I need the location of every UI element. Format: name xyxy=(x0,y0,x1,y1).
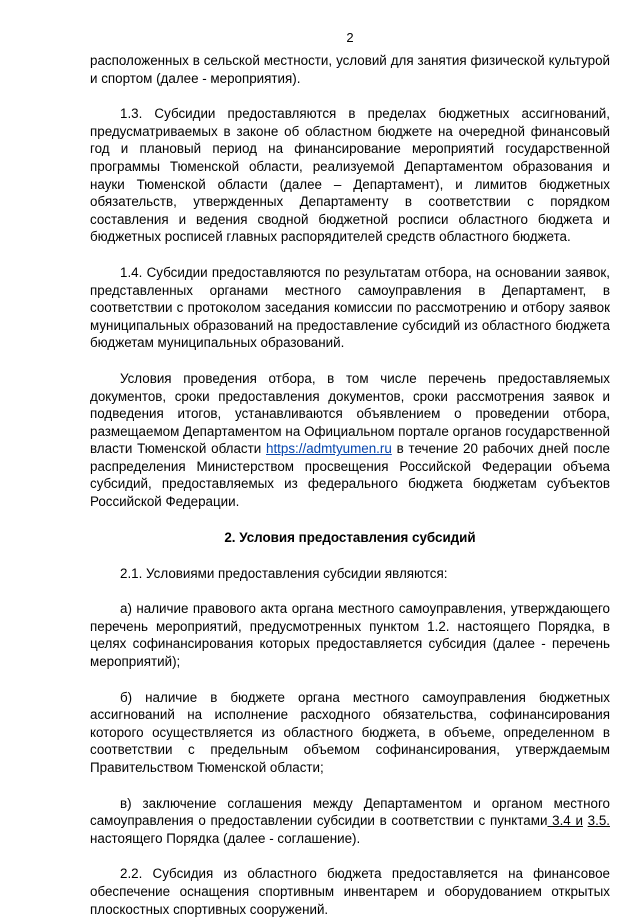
selection-conditions-text: Условия проведения отбора, в том числе перечень предоставляемых документов, сроки предоставления документов, сроки рассмотрения заявок и подведения итогов, устанавливаются объявлением о проведении отбора, размещаемом Департаментом на Официальном портале органов государственной власти Тюменской области xyxy=(90,370,610,457)
reference-3-4[interactable]: 3.4 и xyxy=(547,813,583,829)
condition-v-text: в) заключение соглашения между Департаментом и органом местного самоуправления о предоставлении субсидии в соответствии с пунктами xyxy=(90,795,610,829)
paragraph-condition-a: а) наличие правового акта органа местного самоуправления, утверждающего перечень мероприятий, предусмотренных пунктом 1.2. настоящего Порядка, в целях софинансирования которых предоставляется субсидия (далее - перечень мероприятий); xyxy=(90,601,610,670)
section-2-heading: 2. Условия предоставления субсидий xyxy=(224,529,476,545)
paragraph-1-3: 1.3. Субсидии предоставляются в пределах бюджетных ассигнований, предусматриваемых в законе об областном бюджете на очередной финансовый год и плановый период на финансирование мероприятий государственной программы Тюменской области, реализуемой Департаментом образования и науки Тюменской области (далее – Департамент), и лимитов бюджетных обязательств, утвержденных Департаменту в соответствии с порядком составления и ведения сводной бюджетной росписи областного бюджета и бюджетных росписей главных распорядителей средств областного бюджета. xyxy=(90,106,610,245)
paragraph-continued: расположенных в сельской местности, условий для занятия физической культурой и спортом (далее - мероприятия). xyxy=(90,53,610,86)
paragraph-1-4: 1.4. Субсидии предоставляются по результатам отбора, на основании заявок, представленных органами местного самоуправления в Департамент, в соответствии с протоколом заседания комиссии по рассмотрению и отбору заявок муниципальных образований на предоставление субсидий из областного бюджета бюджетам муниципальных образований. xyxy=(90,264,610,351)
selection-conditions-text-end: в течение 20 рабочих дней после распределения Министерством просвещения Российской Федерации объема субсидий, предоставляемых из федерального бюджета бюджетам субъектов Российской Федерации. xyxy=(90,441,610,510)
paragraph-2-2: 2.2. Субсидия из областного бюджета предоставляется на финансовое обеспечение оснащения спортивным инвентарем и оборудованием открытых плоскостных спортивных сооружений. xyxy=(90,866,610,917)
page-number: 2 xyxy=(346,30,354,45)
reference-3-5[interactable]: 3.5. xyxy=(587,813,610,829)
condition-v-text-end: настоящего Порядка (далее - соглашение). xyxy=(90,830,361,846)
paragraph-selection-conditions xyxy=(90,370,610,511)
paragraph-2-1: 2.1. Условиями предоставления субсидии являются: xyxy=(120,565,448,581)
paragraph-condition-b: б) наличие в бюджете органа местного самоуправления бюджетных ассигнований на исполнение расходного обязательства, софинансирования которого осуществляется из областного бюджета, в объеме, определенном в соответствии с предельным объемом софинансирования, утверждаемым Правительством Тюменской области; xyxy=(90,689,610,775)
paragraph-condition-v xyxy=(90,795,610,848)
admtyumen-link[interactable]: https://admtyumen.ru xyxy=(266,441,392,457)
